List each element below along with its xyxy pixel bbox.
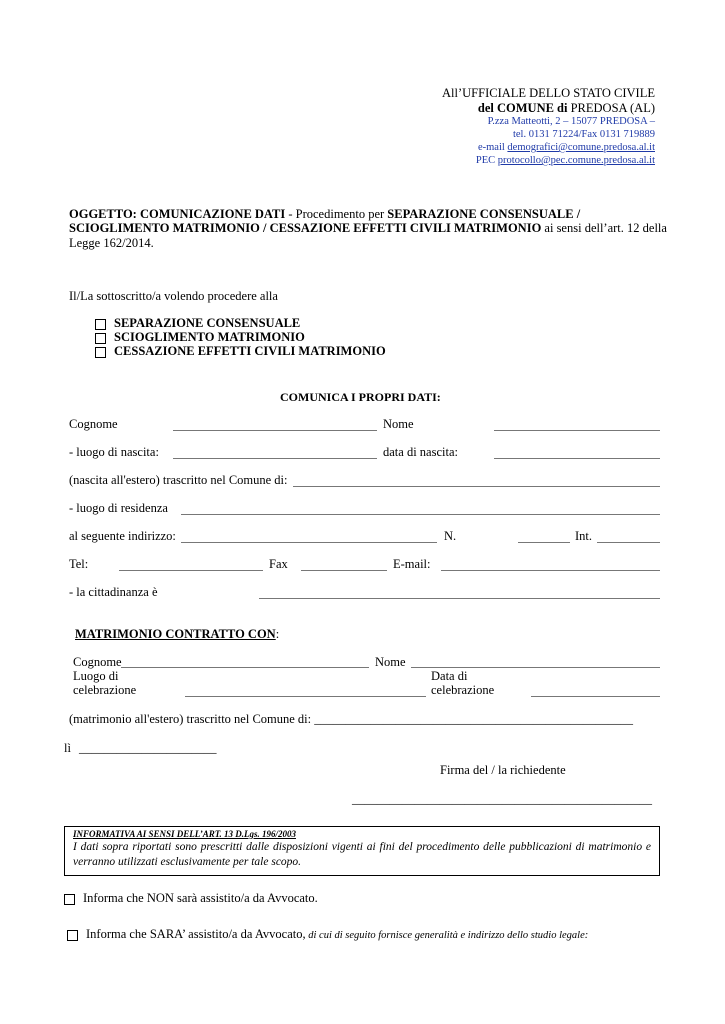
fax-label: Fax — [269, 557, 288, 571]
nome-field[interactable] — [494, 430, 660, 431]
matrimonio-title — [75, 627, 279, 642]
comune-label: del COMUNE di — [477, 101, 568, 115]
email-link[interactable]: demografici@comune.predosa.al.it — [507, 142, 655, 153]
subject-art: ai sensi dell’art. 12 della — [541, 221, 667, 235]
li-field[interactable]: ______________________ — [79, 741, 217, 755]
comunica-title: COMUNICA I PROPRI DATI: — [280, 390, 441, 404]
estero-label: (nascita all'estero) trascritto nel Comune di: — [69, 473, 288, 487]
avvocato-no-option[interactable] — [64, 891, 318, 906]
subject-line-1 — [69, 207, 580, 222]
option-scioglimento[interactable] — [95, 330, 305, 345]
avvocato-no-label: Informa che NON sarà assistito/a da Avvocato. — [83, 891, 318, 905]
coniuge-nome-field[interactable] — [411, 667, 660, 668]
subject-scioglimento: SCIOGLIMENTO MATRIMONIO / CESSAZIONE EFFETTI CIVILI MATRIMONIO — [69, 221, 542, 235]
data-celebrazione-label-1: Data di — [431, 669, 468, 683]
estero-field[interactable] — [293, 486, 660, 487]
cognome-field[interactable] — [173, 430, 377, 431]
luogo-celebrazione-field[interactable] — [185, 696, 426, 697]
indirizzo-label: al seguente indirizzo: — [69, 529, 176, 543]
coniuge-nome-label: Nome — [375, 655, 406, 669]
coniuge-cognome-field[interactable] — [121, 667, 369, 668]
tel-field[interactable] — [119, 570, 263, 571]
option-label: SCIOGLIMENTO MATRIMONIO — [114, 330, 305, 344]
checkbox-icon[interactable] — [95, 319, 106, 330]
option-separazione[interactable] — [95, 316, 300, 331]
recipient-line: All’UFFICIALE DELLO STATO CIVILE — [442, 86, 655, 100]
luogo-nascita-label: - luogo di nascita: — [69, 445, 159, 459]
email-label: e-mail — [477, 142, 508, 153]
interno-label: Int. — [575, 529, 593, 543]
email-line — [478, 142, 655, 153]
tel-label: Tel: — [69, 557, 89, 571]
option-label: CESSAZIONE EFFETTI CIVILI MATRIMONIO — [114, 344, 386, 358]
cognome-label: Cognome — [69, 417, 118, 431]
address: P.zza Matteotti, 2 – 15077 PREDOSA – — [487, 116, 655, 127]
residenza-label: - luogo di residenza — [69, 501, 168, 515]
firma-field[interactable]: ________________________________________________ — [352, 792, 652, 806]
intro-text: Il/La sottoscritto/a volendo procedere alla — [69, 289, 278, 303]
cittadinanza-field[interactable] — [259, 598, 660, 599]
option-label: SEPARAZIONE CONSENSUALE — [114, 316, 301, 330]
luogo-nascita-field[interactable] — [173, 458, 377, 459]
indirizzo-field[interactable] — [181, 542, 437, 543]
data-nascita-label: data di nascita: — [383, 445, 458, 459]
checkbox-icon[interactable] — [95, 347, 106, 358]
luogo-celebrazione-label-1: Luogo di — [73, 669, 119, 683]
matrimonio-title-text: MATRIMONIO CONTRATTO CON — [75, 627, 276, 641]
informativa-text: I dati sopra riportati sono prescritti dalle disposizioni vigenti ai fini del procedimento delle pubblicazioni di matrimonio e verranno utilizzati esclusivamente per tale scopo. — [73, 841, 651, 868]
pec-line — [476, 155, 655, 166]
coniuge-cognome-label: Cognome — [73, 655, 122, 669]
option-cessazione[interactable] — [95, 344, 386, 359]
informativa-box — [64, 826, 660, 876]
matrimonio-estero[interactable]: (matrimonio all'estero) trascritto nel Comune di: ___________________________________________________ — [69, 712, 633, 726]
luogo-celebrazione-label-2: celebrazione — [73, 683, 137, 697]
subject-label: OGGETTO: COMUNICAZIONE DATI — [69, 207, 286, 221]
interno-field[interactable] — [597, 542, 660, 543]
email-field-label: E-mail: — [393, 557, 431, 571]
avvocato-si-option[interactable] — [67, 927, 588, 942]
nome-label: Nome — [383, 417, 414, 431]
email-field[interactable] — [441, 570, 660, 571]
numero-field[interactable] — [518, 542, 570, 543]
pec-link[interactable]: protocollo@pec.comune.predosa.al.it — [497, 155, 655, 166]
informativa-heading: INFORMATIVA AI SENSI DELL’ART. 13 D.Lgs. 196/2003 — [73, 829, 296, 839]
subject-line-2 — [69, 221, 667, 236]
li-label: lì — [64, 741, 71, 755]
matrimonio-colon: : — [275, 627, 280, 641]
data-celebrazione-field[interactable] — [531, 696, 660, 697]
data-celebrazione-label-2: celebrazione — [431, 683, 495, 697]
subject-procedure: - Procedimento per — [285, 207, 388, 221]
avvocato-si-note: di cui di seguito fornisce generalità e indirizzo dello studio legale: — [305, 930, 589, 941]
recipient-comune — [478, 101, 655, 116]
residenza-field[interactable] — [181, 514, 660, 515]
checkbox-icon[interactable] — [67, 930, 78, 941]
comune-name: PREDOSA (AL) — [567, 101, 655, 115]
phone: tel. 0131 71224/Fax 0131 719889 — [512, 129, 655, 140]
fax-field[interactable] — [301, 570, 387, 571]
checkbox-icon[interactable] — [95, 333, 106, 344]
avvocato-si-label: Informa che SARA’ assistito/a da Avvocato, — [86, 927, 306, 941]
numero-label: N. — [444, 529, 457, 543]
subject-separazione: SEPARAZIONE CONSENSUALE / — [387, 207, 581, 221]
checkbox-icon[interactable] — [64, 894, 75, 905]
cittadinanza-label: - la cittadinanza è — [69, 585, 158, 599]
data-nascita-field[interactable] — [494, 458, 660, 459]
pec-label: PEC — [475, 155, 498, 166]
firma-label: Firma del / la richiedente — [440, 763, 566, 777]
subject-line-3: Legge 162/2014. — [69, 236, 154, 250]
